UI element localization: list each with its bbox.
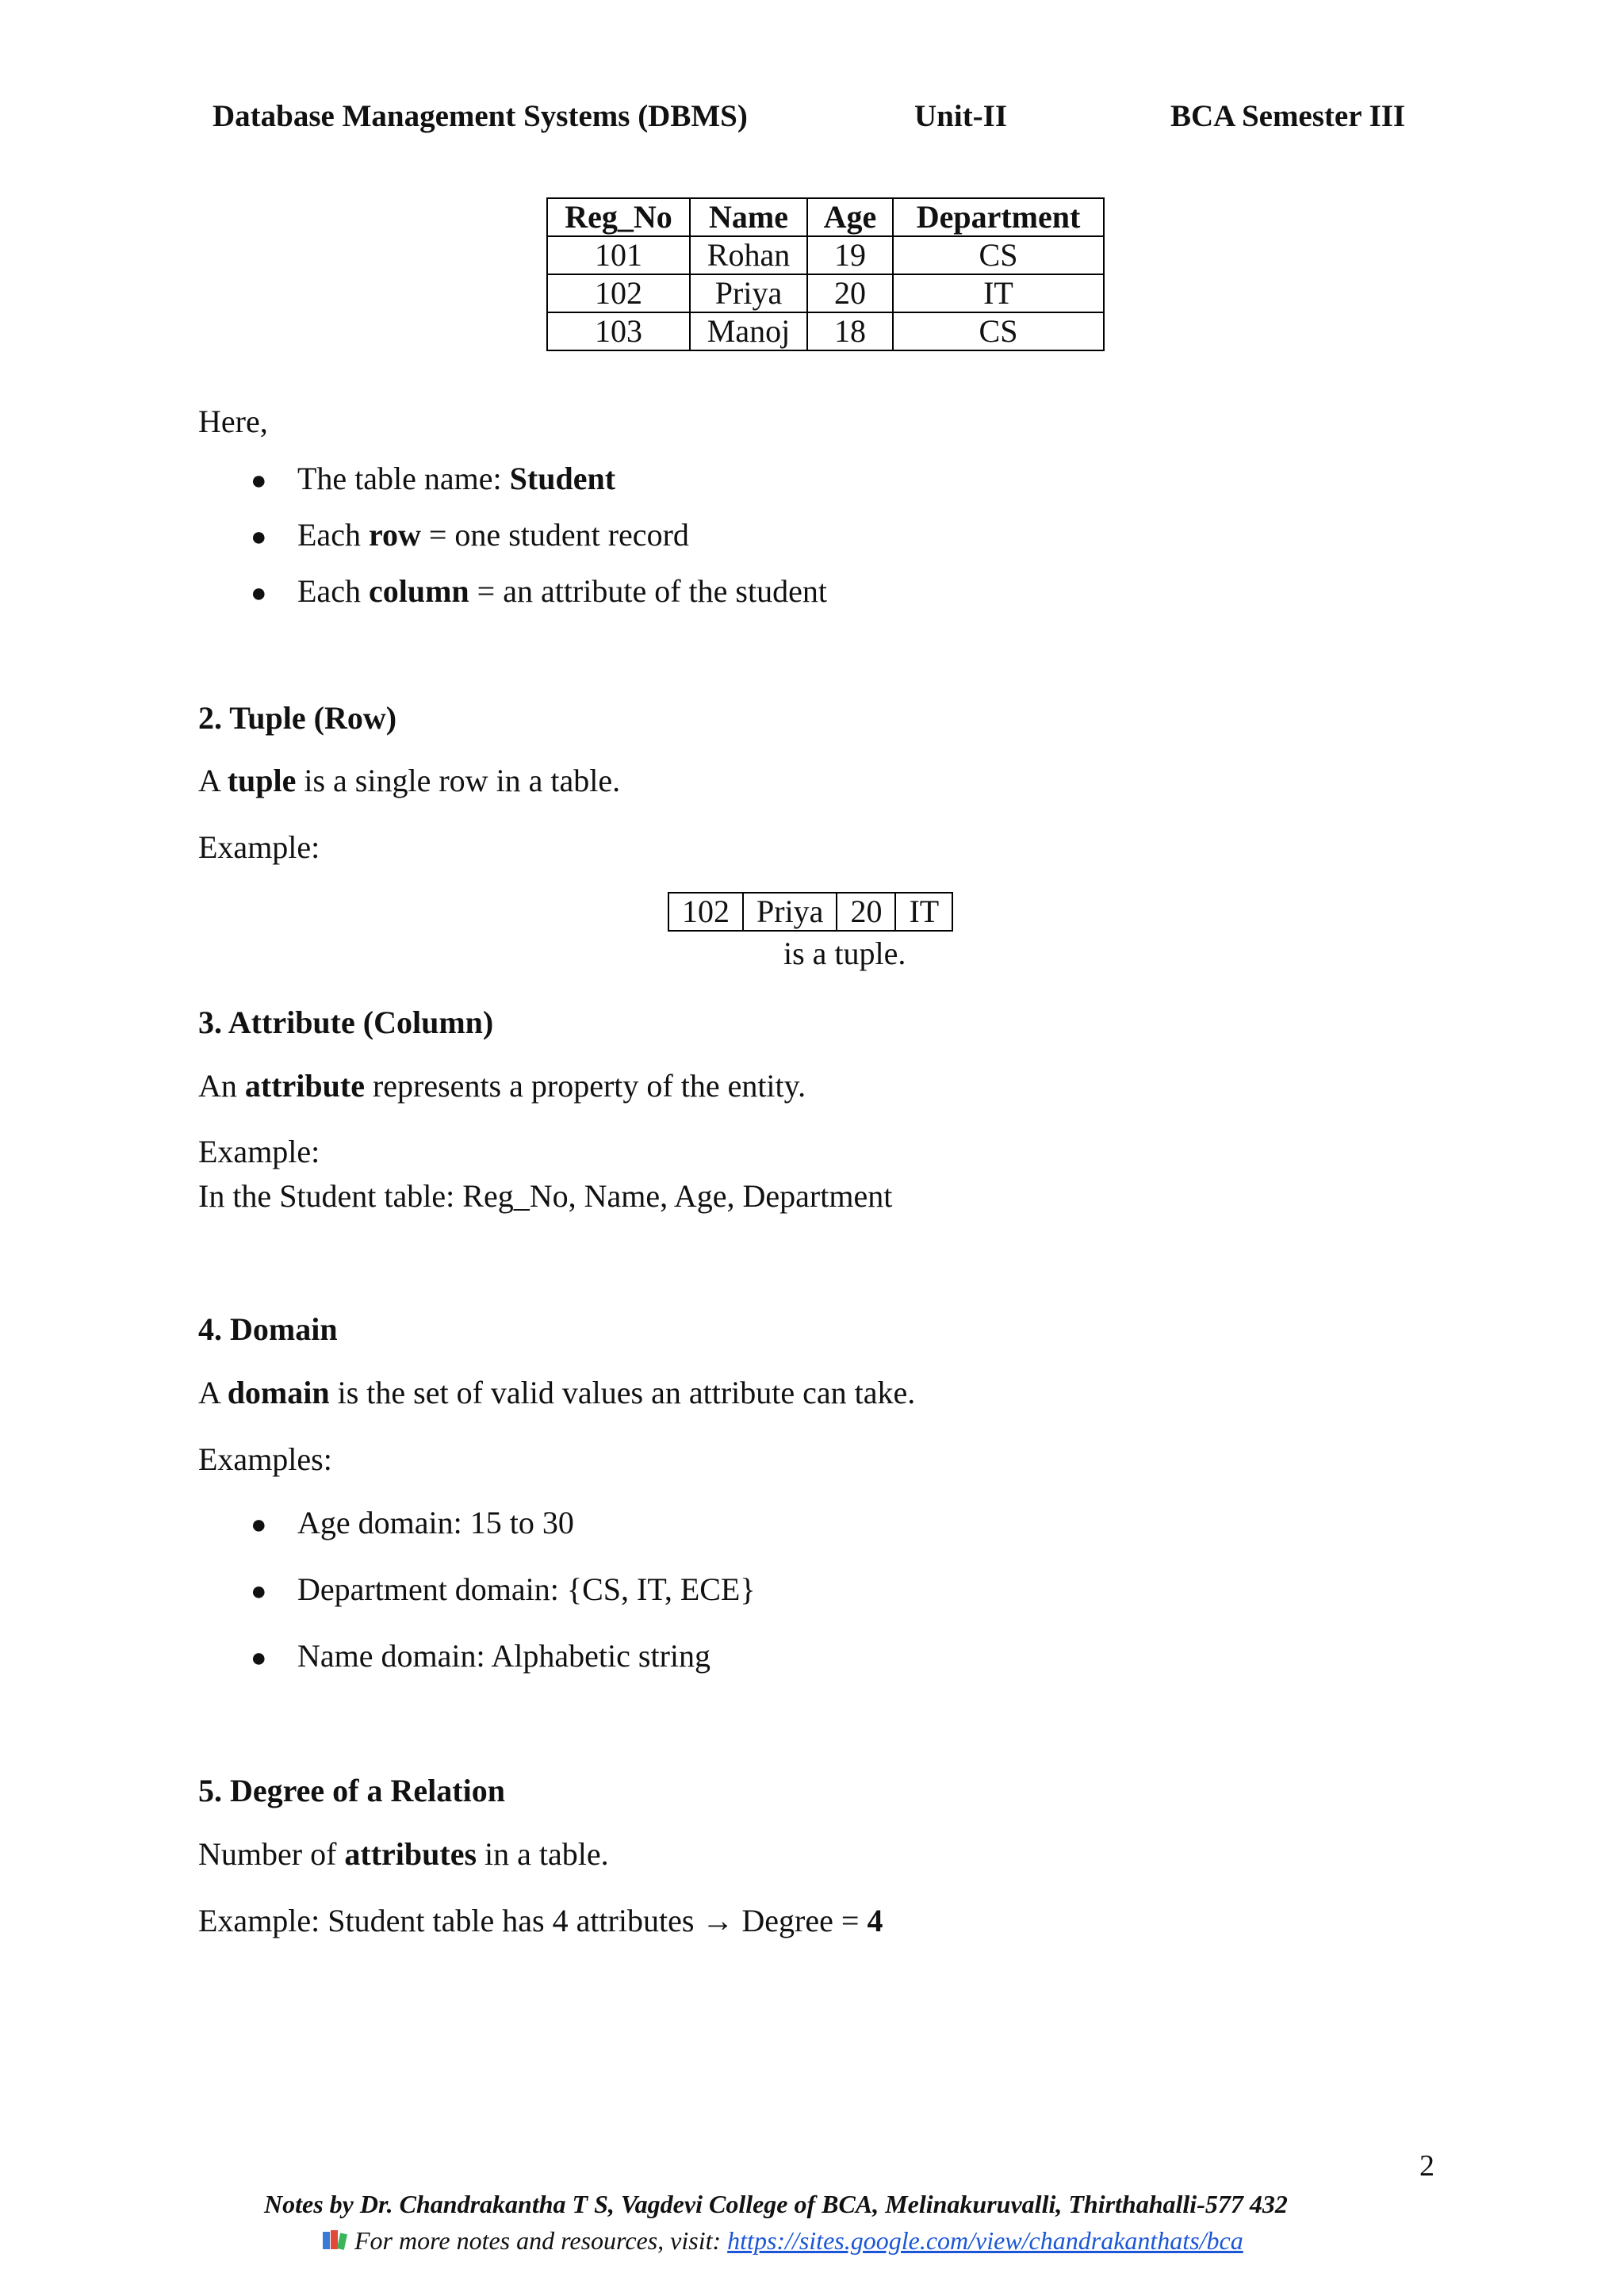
bold-text: domain xyxy=(227,1375,330,1410)
cell: IT xyxy=(895,893,952,931)
bullet-icon: ● xyxy=(251,579,267,608)
tuple-definition xyxy=(198,765,620,797)
text: in a table. xyxy=(477,1836,609,1872)
page-number: 2 xyxy=(1419,2149,1434,2183)
text: A xyxy=(198,1375,228,1410)
header-semester: BCA Semester III xyxy=(1170,99,1406,133)
student-table xyxy=(546,197,1105,351)
text: = one student record xyxy=(420,517,689,553)
col-header: Reg_No xyxy=(547,198,690,236)
books-icon xyxy=(321,2229,348,2252)
table-row xyxy=(668,893,952,931)
text: represents a property of the entity. xyxy=(364,1068,806,1104)
list-item: Department domain: {CS, IT, ECE} xyxy=(297,1571,756,1607)
here-label: Here, xyxy=(198,404,268,439)
degree-definition xyxy=(198,1836,609,1872)
bold-text: 4 xyxy=(867,1903,883,1938)
cell: 19 xyxy=(807,236,893,274)
text: The table name: xyxy=(297,461,510,496)
table-row xyxy=(547,236,1104,274)
bold-text: attribute xyxy=(244,1068,365,1104)
header-course: Database Management Systems (DBMS) xyxy=(213,99,748,133)
text: is the set of valid values an attribute can take. xyxy=(329,1375,916,1410)
bullet-icon: ● xyxy=(251,1644,267,1673)
section-heading-tuple: 2. Tuple (Row) xyxy=(198,700,397,736)
cell: 101 xyxy=(547,236,690,274)
bold-text: column xyxy=(368,573,469,609)
text: Each xyxy=(297,517,369,553)
text: Each xyxy=(297,573,369,609)
resources-link[interactable]: https://sites.google.com/view/chandrakanthats/bca xyxy=(727,2226,1243,2255)
cell: 20 xyxy=(837,893,895,931)
domain-definition xyxy=(198,1377,915,1409)
section-heading-attribute: 3. Attribute (Column) xyxy=(198,1004,494,1040)
cell: 102 xyxy=(547,274,690,312)
col-header: Name xyxy=(690,198,807,236)
bullet-icon: ● xyxy=(251,1577,267,1606)
domain-examples-label: Examples: xyxy=(198,1441,332,1477)
list-item xyxy=(297,463,615,495)
cell: 102 xyxy=(668,893,743,931)
text: Example: Student table has 4 attributes → Degree = xyxy=(198,1903,868,1938)
footer-credit: Notes by Dr. Chandrakantha T S, Vagdevi College of BCA, Melinakuruvalli, Thirthahalli-577 432 xyxy=(264,2190,1288,2218)
cell: 20 xyxy=(807,274,893,312)
cell: Rohan xyxy=(690,236,807,274)
cell: 103 xyxy=(547,312,690,350)
bullet-icon: ● xyxy=(251,522,267,552)
cell: Manoj xyxy=(690,312,807,350)
cell: CS xyxy=(893,312,1104,350)
bold-text: attributes xyxy=(344,1836,477,1872)
bullet-icon: ● xyxy=(251,466,267,496)
list-item: Name domain: Alphabetic string xyxy=(297,1638,710,1674)
footer-resources xyxy=(321,2226,1243,2256)
text: is a single row in a table. xyxy=(296,763,621,798)
col-header: Age xyxy=(807,198,893,236)
text: Number of xyxy=(198,1836,345,1872)
section-heading-degree: 5. Degree of a Relation xyxy=(198,1773,505,1808)
header-unit: Unit-II xyxy=(914,99,1008,133)
attribute-definition xyxy=(198,1070,806,1102)
cell: 18 xyxy=(807,312,893,350)
list-item xyxy=(297,519,689,551)
cell: Priya xyxy=(690,274,807,312)
tuple-example-label: Example: xyxy=(198,829,320,865)
attribute-example-label: Example: xyxy=(198,1134,320,1169)
text: For more notes and resources, visit: xyxy=(354,2226,728,2255)
tuple-table xyxy=(668,892,953,932)
col-header: Department xyxy=(893,198,1104,236)
cell: CS xyxy=(893,236,1104,274)
list-item: Age domain: 15 to 30 xyxy=(297,1505,574,1540)
section-heading-domain: 4. Domain xyxy=(198,1311,338,1347)
text: An xyxy=(198,1068,245,1104)
cell: Priya xyxy=(743,893,837,931)
list-item xyxy=(297,573,827,609)
attribute-example-text: In the Student table: Reg_No, Name, Age, Department xyxy=(198,1178,893,1214)
bold-text: Student xyxy=(509,461,616,496)
bold-text: tuple xyxy=(227,763,297,798)
bullet-icon: ● xyxy=(251,1510,267,1540)
tuple-caption: is a tuple. xyxy=(783,936,906,971)
text: = an attribute of the student xyxy=(469,573,827,609)
bold-text: row xyxy=(368,517,421,553)
cell: IT xyxy=(893,274,1104,312)
text: A xyxy=(198,763,228,798)
table-header-row xyxy=(547,198,1104,236)
degree-example xyxy=(198,1905,883,1937)
table-row xyxy=(547,312,1104,350)
table-row xyxy=(547,274,1104,312)
